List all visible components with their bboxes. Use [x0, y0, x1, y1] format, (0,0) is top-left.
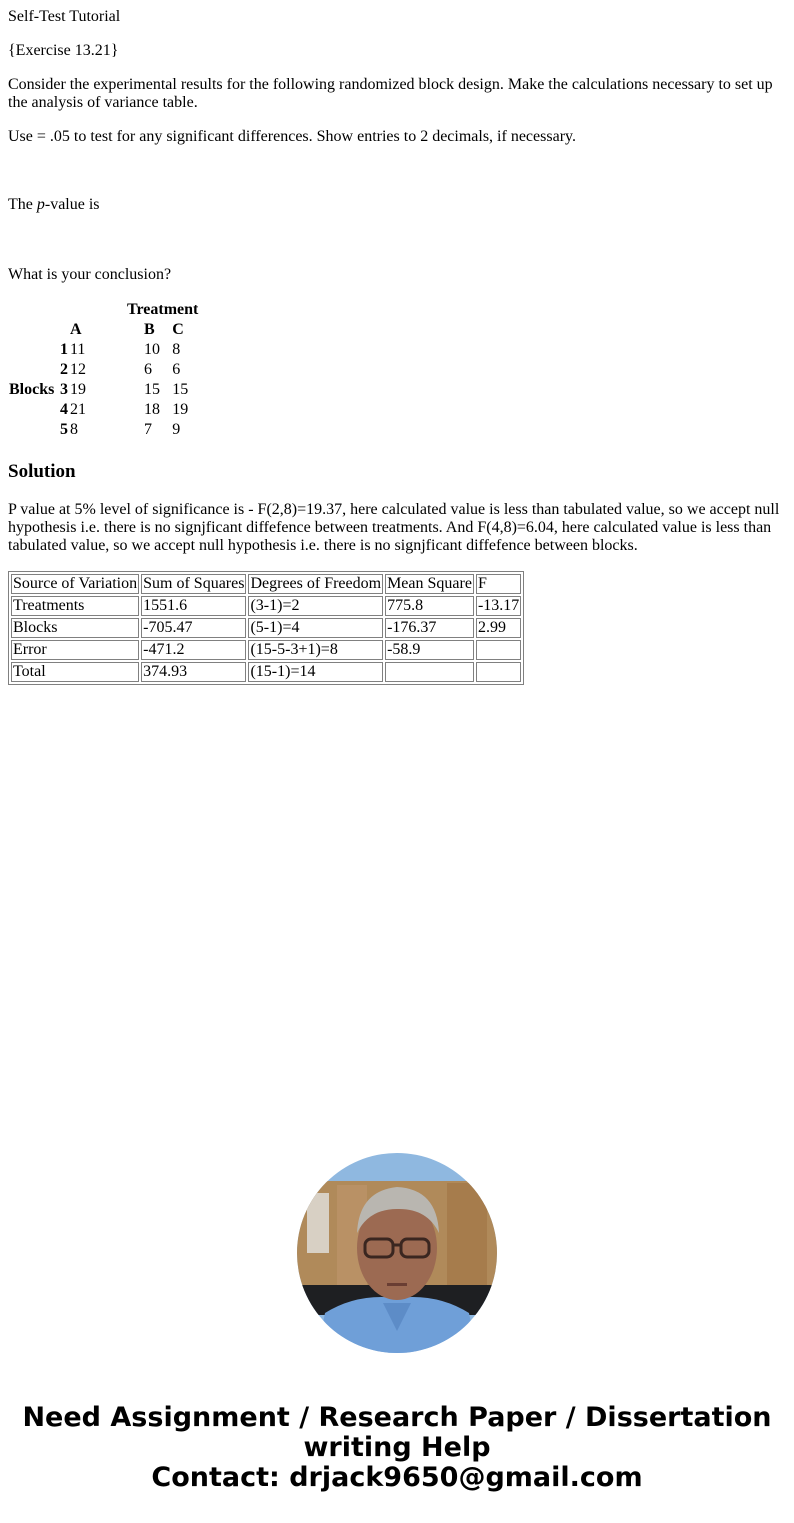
cell-b: 6	[144, 361, 152, 378]
anova-header-row	[11, 574, 521, 594]
promo-contact: Contact: drjack9650@gmail.com	[151, 1462, 643, 1493]
instructions-text: Consider the experimental results for the following randomized block design. Make the calculations necessary to set up the analysis of variance table.	[8, 76, 773, 111]
cell-ms: 775.8	[385, 596, 474, 616]
cell-ss: 374.93	[141, 662, 246, 682]
cell-f	[476, 662, 521, 682]
cell-ms: -58.9	[385, 640, 474, 660]
cell-b: 18	[144, 401, 160, 418]
table-row	[11, 662, 521, 682]
treatment-label: Treatment	[127, 301, 199, 318]
cell-a: 21	[70, 401, 86, 418]
table-row	[8, 420, 199, 440]
cell-source: Error	[11, 640, 139, 660]
cell-ms	[385, 662, 474, 682]
cell-f: 2.99	[476, 618, 521, 638]
cell-c: 19	[172, 401, 189, 418]
header-f: F	[476, 574, 521, 594]
column-header-row	[8, 320, 199, 340]
promo-banner	[0, 1403, 794, 1493]
cell-df: (5-1)=4	[248, 618, 383, 638]
author-avatar	[297, 1153, 497, 1353]
cell-ss: -705.47	[141, 618, 246, 638]
treatment-header-row	[8, 300, 199, 320]
cell-c: 9	[172, 421, 181, 438]
column-header-a: A	[70, 321, 82, 338]
solution-text: P value at 5% level of significance is - F(2,8)=19.37, here calculated value is less than tabulated value, so we accept null hypothesis i.e. there is no signjficant diffefence between treatments. And F(4,8)=6.04, here calculated value is less than tabulated value, so we accept null hypothesis i.e. there is no signjficant diffefence between blocks.	[8, 501, 780, 554]
cell-ss: -471.2	[141, 640, 246, 660]
block-number: 5	[60, 421, 68, 438]
table-row	[8, 380, 199, 400]
block-number: 1	[60, 341, 68, 358]
column-header-b: B	[144, 321, 155, 338]
table-row	[8, 340, 199, 360]
table-row	[11, 596, 521, 616]
cell-c: 8	[172, 341, 181, 358]
pvalue-prefix: The	[8, 196, 37, 213]
column-header-c: C	[172, 321, 184, 338]
table-row	[8, 360, 199, 380]
cell-a: 12	[70, 361, 86, 378]
blocks-label: Blocks	[9, 381, 55, 398]
cell-a: 11	[70, 341, 86, 358]
cell-f: -13.17	[477, 597, 520, 614]
cell-source: Treatments	[11, 596, 139, 616]
block-number: 4	[60, 401, 68, 418]
conclusion-question: What is your conclusion?	[8, 266, 172, 283]
pvalue-suffix: -value is	[44, 196, 100, 213]
pvalue-italic: p	[36, 196, 45, 213]
cell-c: 6	[172, 361, 181, 378]
table-row	[8, 400, 199, 420]
cell-df: (3-1)=2	[248, 596, 383, 616]
author-photo-icon	[297, 1153, 497, 1353]
cell-source: Blocks	[11, 618, 139, 638]
cell-b: 15	[144, 381, 160, 398]
anova-table	[8, 571, 524, 685]
cell-f	[476, 640, 521, 660]
cell-source: Total	[11, 662, 139, 682]
solution-heading: Solution	[8, 461, 76, 482]
cell-df: (15-5-3+1)=8	[248, 640, 383, 660]
cell-ms: -176.37	[385, 618, 474, 638]
cell-b: 7	[144, 421, 152, 438]
cell-ss: 1551.6	[141, 596, 246, 616]
significance-text: Use = .05 to test for any significant differences. Show entries to 2 decimals, if necessary.	[8, 128, 576, 145]
header-sum-squares: Sum of Squares	[143, 575, 245, 592]
promo-line-1: Need Assignment / Research Paper / Dissertation	[22, 1402, 772, 1433]
cell-c: 15	[172, 381, 189, 398]
cell-a: 19	[70, 381, 86, 398]
table-row	[11, 640, 521, 660]
cell-a: 8	[70, 421, 78, 438]
header-mean-square: Mean Square	[387, 575, 472, 592]
header-source: Source of Variation	[13, 575, 138, 592]
pvalue-prompt	[8, 196, 100, 214]
cell-df: (15-1)=14	[248, 662, 383, 682]
header-df: Degrees of Freedom	[250, 575, 382, 592]
experiment-data-table	[8, 300, 199, 440]
cell-b: 10	[144, 341, 160, 358]
exercise-label: {Exercise 13.21}	[8, 42, 119, 59]
block-number: 3	[60, 381, 68, 398]
promo-line-2: writing Help	[303, 1432, 491, 1463]
page-title: Self-Test Tutorial	[8, 8, 121, 25]
table-row	[11, 618, 521, 638]
block-number: 2	[60, 361, 68, 378]
